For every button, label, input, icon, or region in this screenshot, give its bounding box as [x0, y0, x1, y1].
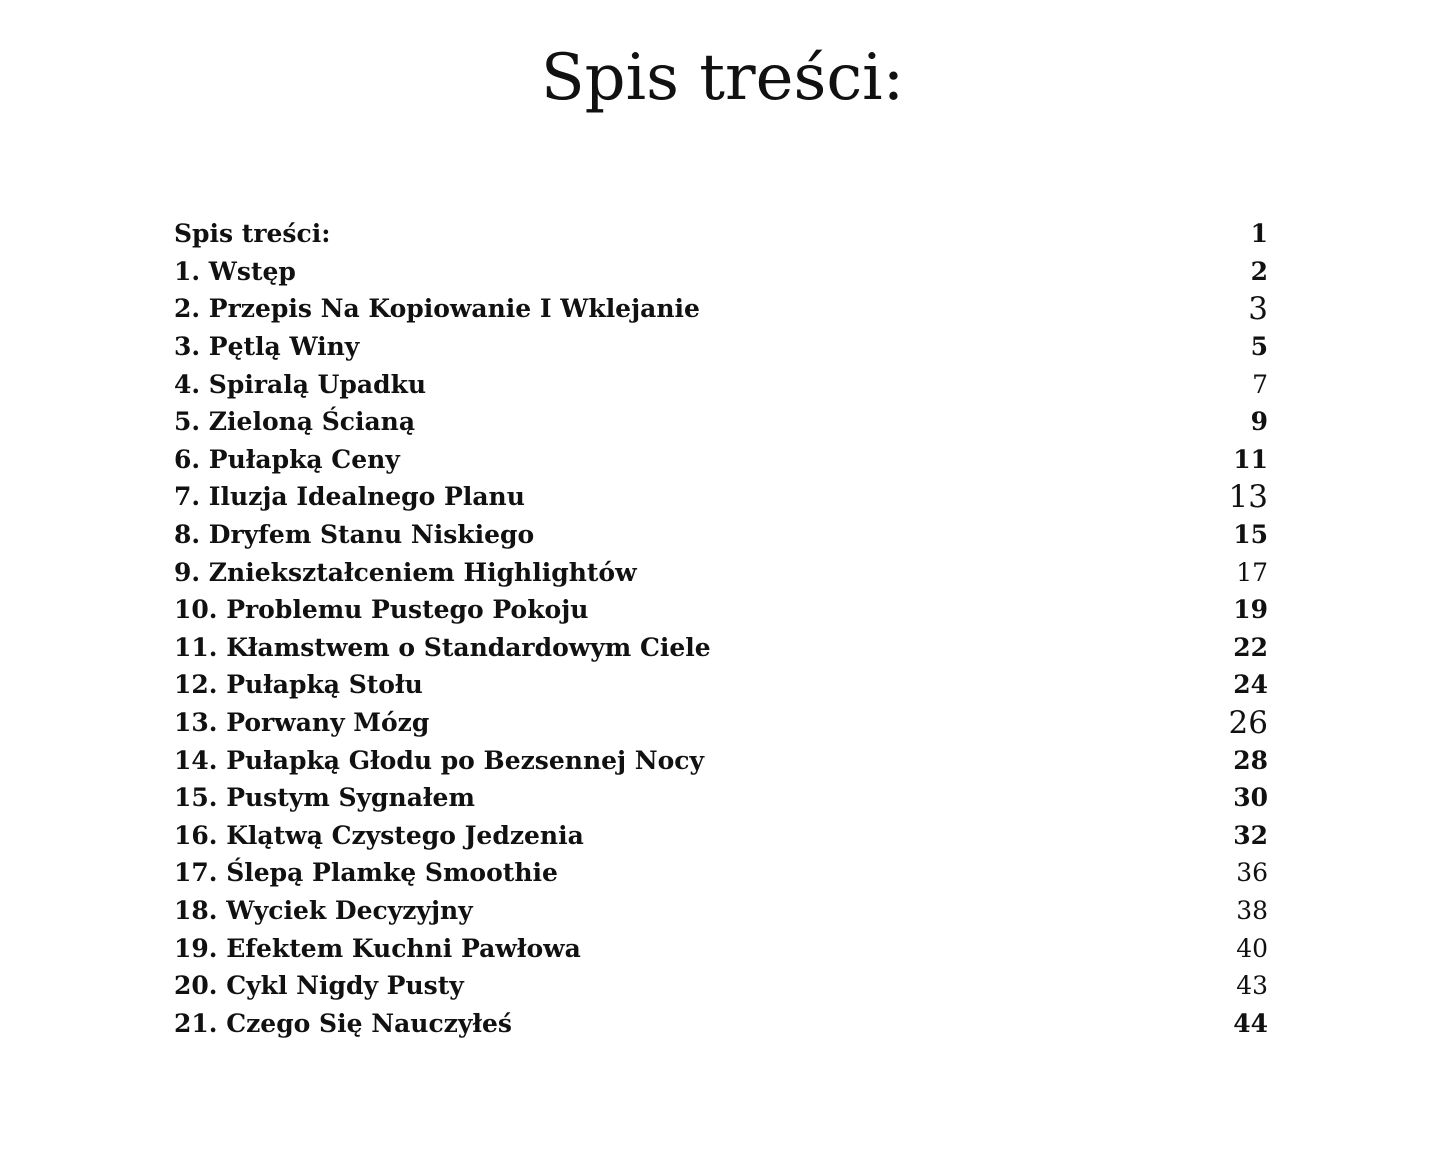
toc-entry-page-number: 22 [1233, 632, 1268, 662]
toc-entry-title: 20. Cykl Nigdy Pusty [174, 971, 464, 1001]
toc-entry-title: 3. Pętlą Winy [174, 332, 360, 362]
toc-entry-title: 6. Pułapką Ceny [174, 444, 400, 474]
toc-entry[interactable] [174, 441, 1268, 479]
toc-entry-title: 21. Czego Się Nauczyłeś [174, 1008, 512, 1038]
toc-entry[interactable] [174, 328, 1268, 366]
table-of-contents [174, 215, 1268, 1042]
toc-entry-title: 4. Spiralą Upadku [174, 369, 427, 399]
toc-entry-page-number: 15 [1233, 520, 1268, 550]
toc-entry-title: 11. Kłamstwem o Standardowym Ciele [174, 632, 711, 662]
toc-entry[interactable] [174, 929, 1268, 967]
toc-entry-title: Spis treści: [174, 219, 331, 249]
toc-entry-page-number: 28 [1233, 745, 1268, 775]
toc-entry-page-number: 44 [1233, 1008, 1268, 1038]
toc-entry-page-number: 9 [1250, 407, 1268, 437]
toc-entry-page-number: 38 [1236, 895, 1268, 925]
toc-entry[interactable] [174, 1004, 1268, 1042]
toc-entry-page-number: 5 [1250, 332, 1268, 362]
toc-entry-title: 18. Wyciek Decyzyjny [174, 895, 473, 925]
toc-entry[interactable] [174, 253, 1268, 291]
toc-entry-page-number: 13 [1228, 478, 1268, 515]
toc-entry[interactable] [174, 403, 1268, 441]
toc-entry-page-number: 7 [1252, 369, 1268, 399]
toc-entry-title: 13. Porwany Mózg [174, 708, 430, 738]
toc-entry-page-number: 43 [1236, 971, 1268, 1001]
toc-entry-title: 5. Zieloną Ścianą [174, 407, 416, 437]
toc-entry-page-number: 2 [1250, 256, 1268, 286]
toc-entry[interactable] [174, 666, 1268, 704]
toc-entry[interactable] [174, 741, 1268, 779]
toc-entry-page-number: 32 [1233, 820, 1268, 850]
toc-entry-title: 10. Problemu Pustego Pokoju [174, 595, 589, 625]
page-title: Spis treści: [540, 41, 905, 115]
toc-entry[interactable] [174, 967, 1268, 1005]
toc-entry-page-number: 36 [1236, 858, 1268, 888]
toc-entry-page-number: 24 [1233, 670, 1268, 700]
toc-entry-page-number: 3 [1248, 290, 1268, 327]
toc-entry[interactable] [174, 478, 1268, 516]
toc-entry-title: 8. Dryfem Stanu Niskiego [174, 520, 535, 550]
toc-entry-page-number: 30 [1233, 783, 1268, 813]
toc-entry[interactable] [174, 553, 1268, 591]
toc-entry-title: 2. Przepis Na Kopiowanie I Wklejanie [174, 294, 700, 324]
toc-entry-title: 15. Pustym Sygnałem [174, 783, 475, 813]
toc-entry[interactable] [174, 629, 1268, 667]
toc-entry[interactable] [174, 290, 1268, 328]
toc-entry-title: 16. Klątwą Czystego Jedzenia [174, 820, 584, 850]
toc-entry[interactable] [174, 704, 1268, 742]
toc-entry-title: 7. Iluzja Idealnego Planu [174, 482, 525, 512]
toc-entry-page-number: 40 [1236, 933, 1268, 963]
toc-entry-title: 1. Wstęp [174, 256, 296, 286]
toc-entry[interactable] [174, 892, 1268, 930]
toc-entry[interactable] [174, 591, 1268, 629]
toc-entry-title: 9. Zniekształceniem Highlightów [174, 557, 637, 587]
toc-entry[interactable] [174, 779, 1268, 817]
toc-entry[interactable] [174, 854, 1268, 892]
toc-entry-page-number: 1 [1250, 219, 1268, 249]
toc-entry[interactable] [174, 365, 1268, 403]
toc-entry[interactable] [174, 516, 1268, 554]
toc-entry-title: 19. Efektem Kuchni Pawłowa [174, 933, 581, 963]
toc-entry-title: 12. Pułapką Stołu [174, 670, 423, 700]
toc-entry-page-number: 19 [1233, 595, 1268, 625]
toc-entry-page-number: 17 [1236, 557, 1268, 587]
toc-entry-page-number: 26 [1228, 704, 1268, 741]
toc-entry-title: 17. Ślepą Plamkę Smoothie [174, 858, 558, 888]
toc-entry[interactable] [174, 817, 1268, 855]
toc-entry-title: 14. Pułapką Głodu po Bezsennej Nocy [174, 745, 705, 775]
toc-entry[interactable] [174, 215, 1268, 253]
toc-entry-page-number: 11 [1233, 444, 1268, 474]
